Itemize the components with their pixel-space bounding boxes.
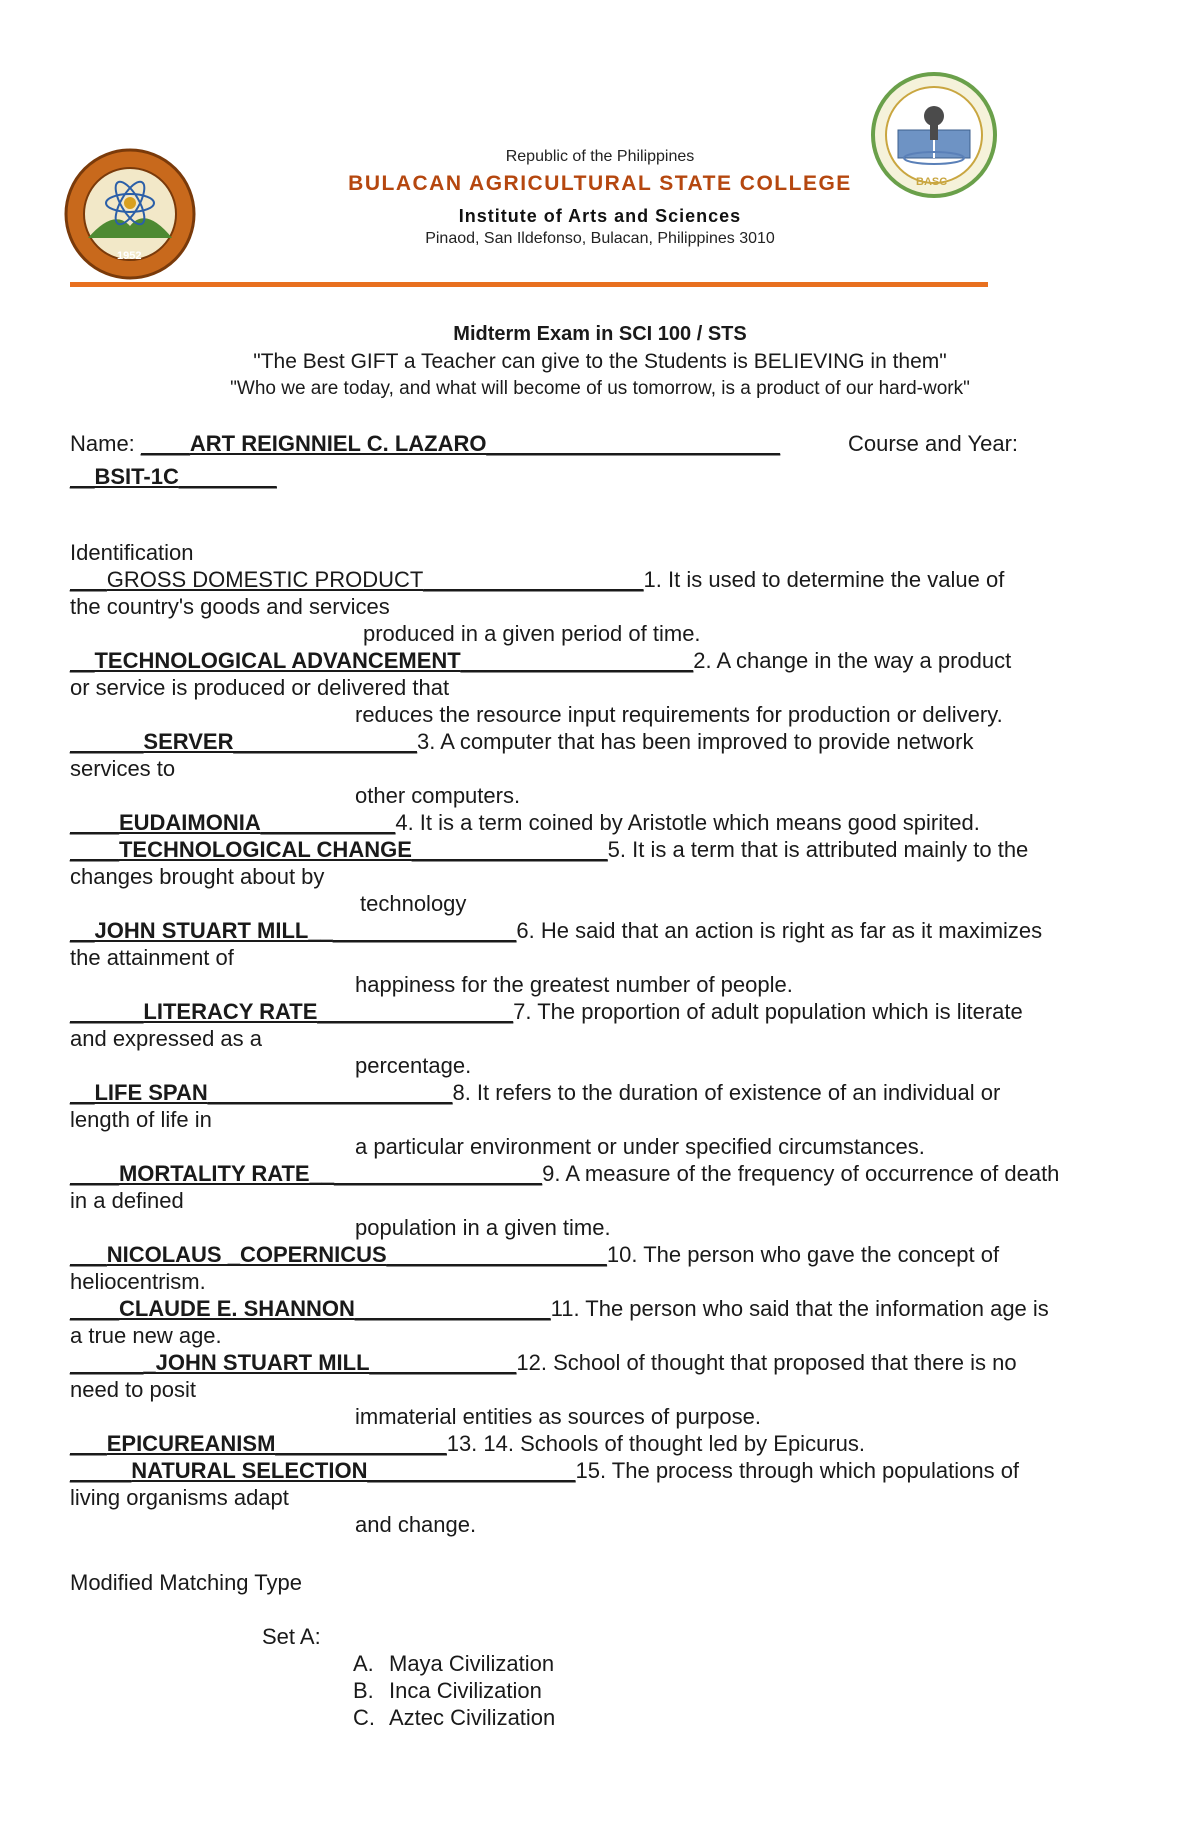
identification-item	[70, 729, 973, 755]
question-continuation-indented: immaterial entities as sources of purpose.	[355, 1404, 761, 1429]
answer-blank-post: ___________________	[460, 648, 694, 673]
option-text: Maya Civilization	[389, 1651, 555, 1676]
identification-item	[70, 1458, 1019, 1484]
question-continuation-indented: happiness for the greatest number of people.	[355, 972, 793, 997]
answer-text: _JOHN STUART MILL	[143, 1350, 370, 1375]
answer-blank-post: __________________	[386, 1242, 607, 1267]
exam-quote-1: "The Best GIFT a Teacher can give to the Students is BELIEVING in them"	[253, 350, 947, 373]
answer-blank-pre: __	[70, 648, 95, 673]
answer-text: TECHNOLOGICAL ADVANCEMENT	[94, 648, 461, 673]
republic-line: Republic of the Philippines	[505, 148, 695, 165]
answer-blank-post: _________________	[367, 1458, 576, 1483]
set-label: Set A:	[262, 1624, 321, 1649]
question-continuation: a true new age.	[70, 1323, 222, 1348]
answer-blank-post: ________________	[354, 1296, 551, 1321]
identification-item	[70, 918, 1042, 944]
answer-text: EPICUREANISM	[106, 1431, 276, 1456]
college-address: Pinaod, San Ildefonso, Bulacan, Philippines 3010	[425, 230, 775, 247]
answer-text: NICOLAUS _COPERNICUS	[106, 1242, 387, 1267]
answer-blank-post: ____________________	[207, 1080, 453, 1105]
question-text: 7. The proportion of adult population which is literate	[513, 999, 1023, 1024]
name-label: Name:	[70, 431, 141, 456]
question-text: 1. It is used to determine the value of	[643, 567, 1005, 592]
question-continuation: the country's goods and services	[70, 594, 390, 619]
option-letter: C.	[353, 1705, 375, 1730]
header-divider	[70, 282, 988, 287]
answer-blank-pre: _____	[70, 1458, 132, 1483]
question-continuation: in a defined	[70, 1188, 184, 1213]
question-continuation: changes brought about by	[70, 864, 325, 889]
answer-text: TECHNOLOGICAL CHANGE	[118, 837, 412, 862]
question-continuation-indented: reduces the resource input requirements for production or delivery.	[355, 702, 1003, 727]
question-continuation-indented: other computers.	[355, 783, 521, 808]
answer-blank-pre: ______	[70, 729, 144, 754]
answer-blank-post: ________________	[317, 999, 514, 1024]
question-continuation: services to	[70, 756, 176, 781]
identification-item	[70, 1242, 999, 1268]
question-text: 8. It refers to the duration of existence of an individual or	[452, 1080, 1001, 1105]
course-post: ________	[178, 464, 277, 489]
question-text: 10. The person who gave the concept of	[606, 1242, 1000, 1267]
answer-blank-post: _______________	[332, 918, 517, 943]
identification-item	[70, 567, 1004, 593]
identification-item	[70, 1161, 1059, 1187]
answer-blank-pre: ____	[70, 810, 119, 835]
question-continuation: and expressed as a	[70, 1026, 263, 1051]
answer-blank-post: _________________	[334, 1161, 543, 1186]
question-text: 5. It is a term that is attributed mainly to the	[607, 837, 1029, 862]
answer-blank-pre: __	[70, 1080, 95, 1105]
answer-text: GROSS DOMESTIC PRODUCT	[106, 567, 424, 592]
seal-year: 1952	[117, 250, 142, 262]
question-continuation-indented: population in a given time.	[355, 1215, 611, 1240]
answer-blank-pre: ___	[70, 1431, 107, 1456]
question-continuation-indented: technology	[360, 891, 467, 916]
answer-blank-post: _______________	[233, 729, 418, 754]
answer-blank-pre: ___	[70, 1242, 107, 1267]
answer-blank-pre: ____	[70, 1296, 119, 1321]
answer-text: EUDAIMONIA	[118, 810, 261, 835]
question-text: 3. A computer that has been improved to provide network	[417, 729, 974, 754]
answer-blank-post: ______________	[275, 1431, 447, 1456]
answer-blank-pre: ___	[70, 567, 107, 592]
answer-text: SERVER	[143, 729, 234, 754]
question-continuation: living organisms adapt	[70, 1485, 289, 1510]
question-text: 11. The person who said that the information age is	[550, 1296, 1049, 1321]
identification-item	[70, 1296, 1049, 1322]
question-continuation: heliocentrism.	[70, 1269, 206, 1294]
matching-option	[353, 1678, 542, 1704]
answer-text: NATURAL SELECTION	[131, 1458, 368, 1483]
answer-text: CLAUDE E. SHANNON	[118, 1296, 355, 1321]
answer-blank-post: __________________	[423, 567, 644, 592]
course-pre: __	[70, 464, 95, 489]
exam-quote-2: "Who we are today, and what will become of us tomorrow, is a product of our hard-work"	[230, 378, 970, 399]
question-text: 13. 14. Schools of thought led by Epicurus.	[446, 1431, 865, 1456]
answer-blank-post: ___________	[260, 810, 396, 835]
student-name-value: ART REIGNNIEL C. LAZARO	[189, 431, 487, 456]
name-post: ________________________	[486, 431, 781, 456]
answer-text: MORTALITY RATE__	[118, 1161, 335, 1186]
answer-blank-pre: ______	[70, 1350, 144, 1375]
identification-item	[70, 810, 980, 836]
identification-item	[70, 837, 1028, 863]
question-continuation: the attainment of	[70, 945, 234, 970]
answer-text: LITERACY RATE	[143, 999, 318, 1024]
question-continuation-indented: a particular environment or under specified circumstances.	[355, 1134, 925, 1159]
answer-blank-pre: ____	[70, 1161, 119, 1186]
answer-text: JOHN STUART MILL__	[94, 918, 333, 943]
question-text: 2. A change in the way a product	[693, 648, 1012, 673]
option-text: Aztec Civilization	[389, 1705, 556, 1730]
matching-option	[353, 1651, 554, 1677]
identification-item	[70, 1431, 865, 1457]
question-text: 9. A measure of the frequency of occurrence of death	[542, 1161, 1060, 1186]
course-row	[70, 464, 277, 490]
college-name: BULACAN AGRICULTURAL STATE COLLEGE	[348, 172, 852, 195]
answer-text: LIFE SPAN	[94, 1080, 208, 1105]
identification-item	[70, 999, 1023, 1025]
answer-blank-post: ____________	[369, 1350, 517, 1375]
question-continuation-indented: produced in a given period of time.	[363, 621, 701, 646]
question-text: 15. The process through which populations of	[575, 1458, 1020, 1483]
question-continuation: need to posit	[70, 1377, 196, 1402]
question-continuation-indented: percentage.	[355, 1053, 472, 1078]
question-text: 4. It is a term coined by Aristotle which means good spirited.	[395, 810, 980, 835]
answer-blank-post: ________________	[411, 837, 608, 862]
identification-item	[70, 648, 1011, 674]
identification-item	[70, 1350, 1017, 1376]
question-text: 12. School of thought that proposed that there is no	[516, 1350, 1017, 1375]
course-label: Course and Year:	[848, 431, 1019, 456]
option-text: Inca Civilization	[389, 1678, 542, 1703]
matching-option	[353, 1705, 555, 1731]
exam-title: Midterm Exam in SCI 100 / STS	[453, 323, 747, 345]
identification-heading: Identification	[70, 540, 194, 565]
question-continuation: length of life in	[70, 1107, 212, 1132]
student-name-row	[70, 431, 780, 457]
option-letter: A.	[353, 1651, 374, 1676]
question-text: 6. He said that an action is right as far as it maximizes	[516, 918, 1043, 943]
identification-item	[70, 1080, 1000, 1106]
course-value: BSIT-1C	[94, 464, 179, 489]
answer-blank-pre: ______	[70, 999, 144, 1024]
question-continuation-indented: and change.	[355, 1512, 477, 1537]
answer-blank-pre: ____	[70, 837, 119, 862]
matching-heading: Modified Matching Type	[70, 1570, 302, 1595]
name-pre: ____	[140, 431, 190, 456]
answer-blank-pre: __	[70, 918, 95, 943]
question-continuation: or service is produced or delivered that	[70, 675, 450, 700]
right-seal-text: BASC	[916, 176, 948, 188]
option-letter: B.	[353, 1678, 374, 1703]
institute-name: Institute of Arts and Sciences	[458, 206, 742, 226]
